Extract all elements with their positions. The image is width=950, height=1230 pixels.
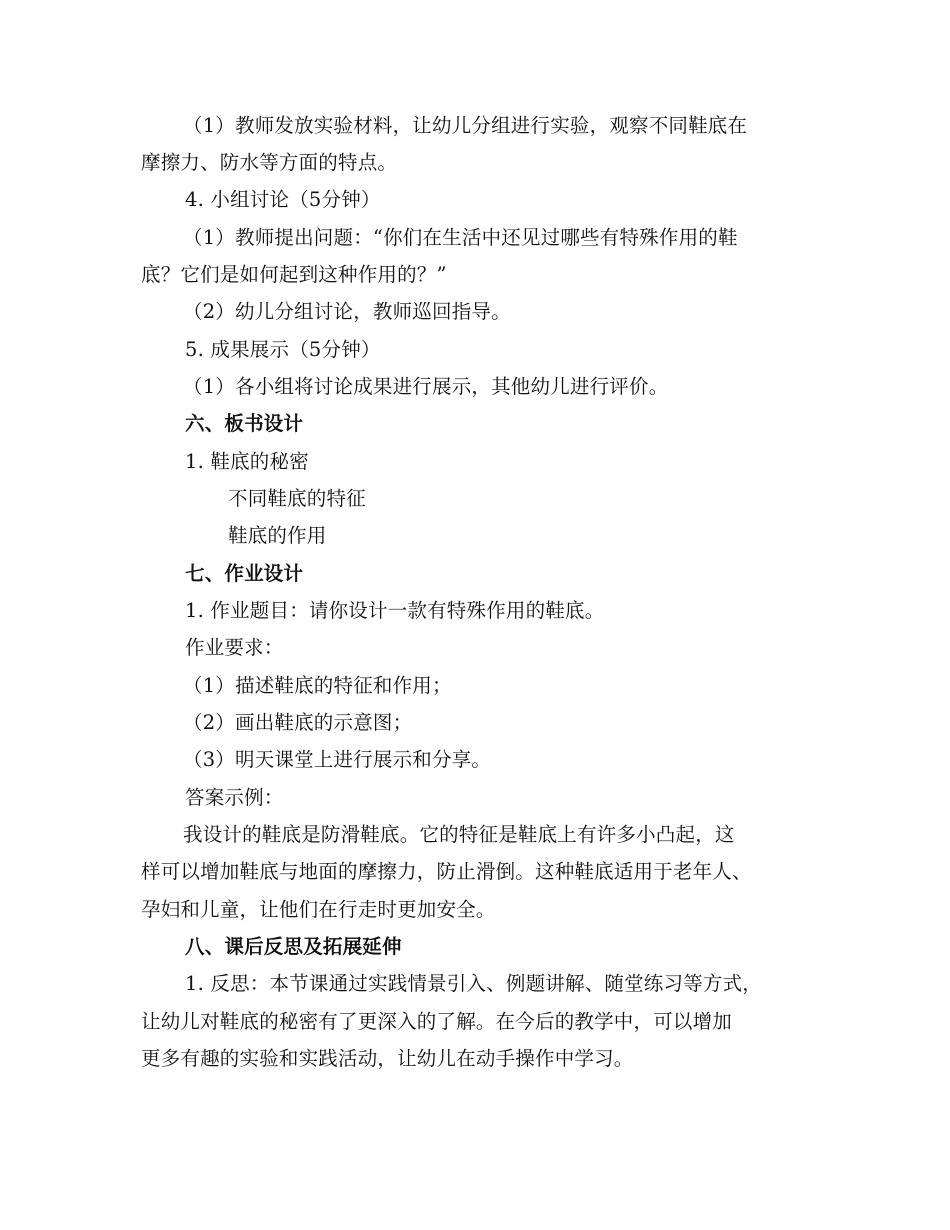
text-line: 让幼儿对鞋底的秘密有了更深入的了解。在今后的教学中，可以增加 <box>141 1010 733 1033</box>
section-heading: 六、板书设计 <box>185 412 304 435</box>
text-line: 摩擦力、防水等方面的特点。 <box>141 151 398 174</box>
text-line: （1）教师发放实验材料，让幼儿分组进行实验，观察不同鞋底在 <box>183 114 748 137</box>
list-item: 4. 小组讨论（5分钟） <box>185 188 381 211</box>
board-item: 鞋底的作用 <box>228 524 327 547</box>
list-item: 1. 鞋底的秘密 <box>185 450 309 473</box>
text-line: （2）画出鞋底的示意图； <box>183 711 413 734</box>
board-item: 不同鞋底的特征 <box>228 487 366 510</box>
text-line: 我设计的鞋底是防滑鞋底。它的特征是鞋底上有许多小凸起，这 <box>183 823 735 846</box>
text-line: （2）幼儿分组讨论，教师巡回指导。 <box>183 300 511 323</box>
list-item: 5. 成果展示（5分钟） <box>185 338 381 361</box>
section-heading: 八、课后反思及拓展延伸 <box>185 935 402 958</box>
text-line: 作业要求： <box>185 636 284 659</box>
text-line: 答案示例： <box>185 786 284 809</box>
text-line: 底？它们是如何起到这种作用的？” <box>141 263 447 286</box>
text-line: （3）明天课堂上进行展示和分享。 <box>183 748 492 771</box>
text-line: 更多有趣的实验和实践活动，让幼儿在动手操作中学习。 <box>141 1047 634 1070</box>
text-line: （1）教师提出问题：“你们在生活中还见过哪些有特殊作用的鞋 <box>183 226 738 249</box>
text-line: （1）描述鞋底的特征和作用； <box>183 674 452 697</box>
list-item: 1. 反思：本节课通过实践情景引入、例题讲解、随堂练习等方式， <box>185 972 763 995</box>
list-item: 1. 作业题目：请你设计一款有特殊作用的鞋底。 <box>185 599 605 622</box>
section-heading: 七、作业设计 <box>185 562 304 585</box>
text-line: （1）各小组将讨论成果进行展示，其他幼儿进行评价。 <box>183 375 669 398</box>
text-line: 样可以增加鞋底与地面的摩擦力，防止滑倒。这种鞋底适用于老年人、 <box>141 860 752 883</box>
text-line: 孕妇和儿童，让他们在行走时更加安全。 <box>141 898 496 921</box>
